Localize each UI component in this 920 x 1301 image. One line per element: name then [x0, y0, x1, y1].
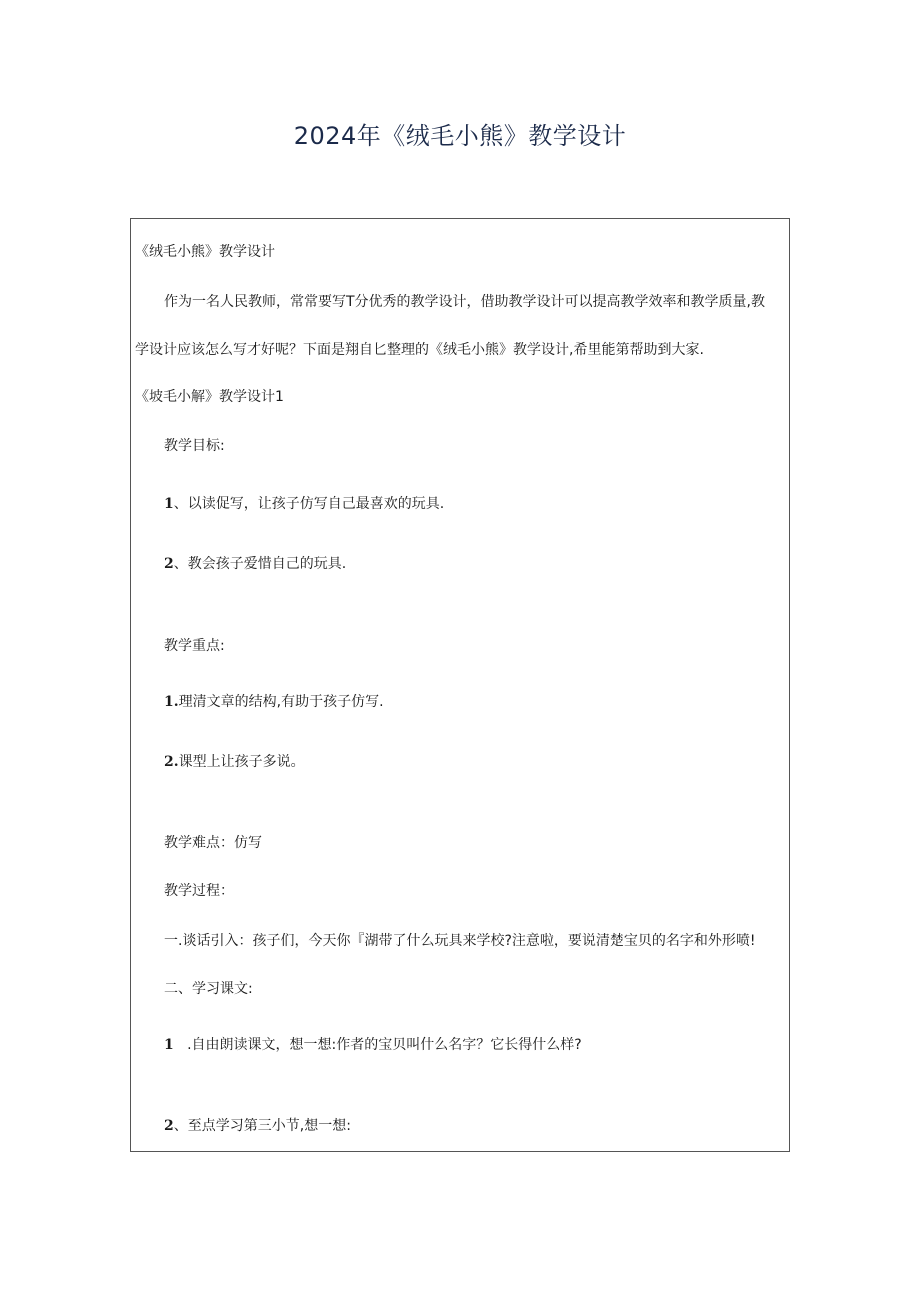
document-title: 2024年《绒毛小熊》教学设计	[293, 122, 627, 150]
text-line: 教学重点:	[164, 638, 225, 654]
list-item: 1.理清文章的结构,有助于孩子仿写.	[164, 694, 384, 710]
text-line: 教学过程：	[164, 883, 234, 899]
text-line: 学设计应该怎么写才好呢？下面是翔自匕整理的《绒毛小熊》教学设计,希里能第帮助到大家.	[135, 342, 704, 358]
text-line: 二、学习课文:	[164, 981, 253, 997]
content-box	[130, 218, 790, 1152]
list-item: 2.课型上让孩子多说。	[164, 754, 305, 770]
list-number: 1	[164, 496, 174, 512]
list-item: 1 .自由朗读课文，想一想:作者的宝贝叫什么名字？它长得什么样?	[164, 1037, 582, 1053]
list-number: 2.	[164, 754, 179, 770]
list-number: 2	[164, 1118, 174, 1134]
list-item: 1、以读促写，让孩子仿写自己最喜欢的玩具.	[164, 496, 445, 512]
list-number: 2	[164, 556, 174, 572]
list-number: 1.	[164, 694, 179, 710]
text-line: 教学难点：仿写	[164, 835, 262, 851]
text-line: 教学目标:	[164, 438, 225, 454]
text-line: 作为一名人民教师，常常要写T分优秀的教学设计，借助教学设计可以提高教学效率和教学质量,教	[164, 294, 765, 310]
list-item: 2、至点学习第三小节,想一想:	[164, 1118, 351, 1134]
list-item: 2、教会孩子爱惜自己的玩具.	[164, 556, 347, 572]
list-number: 1	[164, 1037, 174, 1053]
text-line: 一.谈话引入：孩子们，今天你『湖带了什么玩具来学校?注意啦，要说清楚宝贝的名字和外形喷!	[164, 933, 756, 949]
section-heading: 《坡毛小解》教学设计1	[135, 389, 284, 405]
text-line: 《绒毛小熊》教学设计	[135, 244, 275, 260]
